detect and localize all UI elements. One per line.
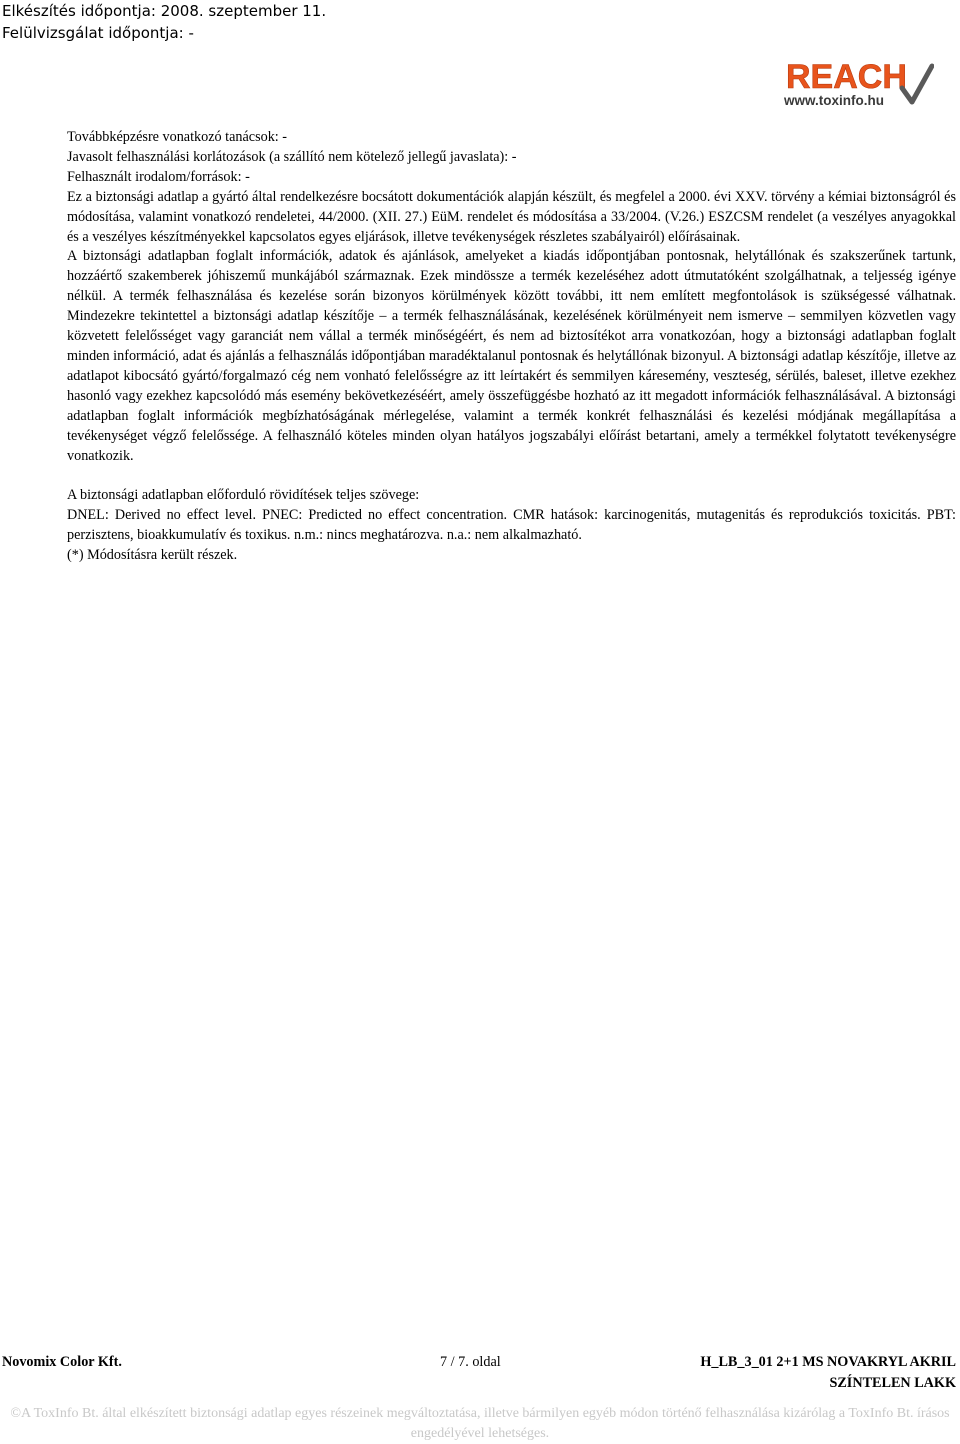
document-header	[2, 0, 326, 44]
disclaimer-paragraph: A biztonsági adatlapban foglalt információk, adatok és ajánlások, amelyeket a kiadás időpontjában pontosnak, helytállónak és szakszerűnek tartunk, hozzáértő szakemberek jóhiszemű munkájából származnak. Ezek mindössze a termék kezeléséhez adott útmutatóként szolgálhatnak, a teljesség igénye nélkül. A termék felhasználása és kezelése során bizonyos körülmények között további, itt nem említett megfontolások is szükségessé válhatnak. Mindezekre tekintettel a biztonsági adatlap készítője – a termék felhasználásának, kezelésének körülményeit nem ismerve – semmilyen közvetlen vagy közvetett felelősséget vagy garanciát nem vállal a termék minőségéért, és nem ad biztosítékot arra vonatkozóan, hogy a biztonsági adatlapban foglalt minden információ, adat és ajánlás a felhasználás időpontjában maradéktalanul pontosnak és helytállónak bizonyul. A biztonsági adatlap készítője, illetve az adatlapot kibocsátó gyártó/forgalmazó cég nem vonható felelősségre az itt leírtakért és semmilyen káresemény, veszteség, sérülés, baleset, illetve ezekhez hasonló vagy ezekhez kapcsolódó más esemény bekövetkezéséért, amely összefüggésbe hozható az itt megadott információk felhasználásával. A biztonsági adatlapban foglalt információk megbízhatóságának mérlegelése, valamint a termék konkrét felhasználási és kezelési módjának megállapítása a tevékenységet végző felelőssége. A felhasználó köteles minden olyan hatályos jogszabályi előírást betartani, amely a termékkel folytatott tevékenységre vonatkozik.	[67, 248, 956, 464]
copyright-notice: ©A ToxInfo Bt. által elkészített biztonsági adatlap egyes részeinek megváltoztatása, illetve bármilyen egyéb módon történő felhasználása kizárólag a ToxInfo Bt. írásos engedélyével lehetséges.	[10, 1406, 950, 1441]
training-advice: Továbbképzésre vonatkozó tanácsok: -	[67, 129, 288, 145]
company-name: Novomix Color Kft.	[2, 1354, 122, 1370]
usage-restrictions: Javasolt felhasználási korlátozások (a szállító nem kötelező jellegű javaslata): -	[67, 148, 517, 165]
reach-logo	[784, 58, 934, 110]
creation-date: Elkészítés időpontja: 2008. szeptember 11.	[2, 2, 327, 20]
reach-logo-graphic	[784, 58, 934, 110]
abbreviations-title: A biztonsági adatlapban előforduló rövidítések teljes szövege:	[67, 487, 420, 504]
document-body	[67, 128, 956, 566]
product-code: H_LB_3_01 2+1 MS NOVAKRYL AKRIL SZÍNTELEN LAKK	[700, 1354, 956, 1391]
spacer	[67, 466, 956, 486]
revision-date: Felülvizsgálat időpontja: -	[2, 24, 194, 42]
compliance-paragraph: Ez a biztonsági adatlap a gyártó által rendelkezésre bocsátott dokumentációk alapján készült, és megfelel a 2000. évi XXV. törvény a kémiai biztonságról és módosítása, valamint vonatkozó rendeletei, 44/2000. (XII. 27.) EüM. rendelet és módosítása a 33/2004. (V.26.) ESZCSM rendelet (a veszélyes anyagokkal és a veszélyes készítményekkel kapcsolatos egyes eljárások, illetve tevékenységek részletes szabályairól) előírásainak.	[67, 188, 956, 245]
page-number: 7 / 7. oldal	[440, 1354, 501, 1370]
modified-note: (*) Módosításra került részek.	[67, 547, 238, 564]
abbreviations-text: DNEL: Derived no effect level. PNEC: Predicted no effect concentration. CMR hatások: karcinogenitás, mutagenitás és reprodukciós toxicitás. PBT: perzisztens, bioakkumulatív és toxikus. n.m.: nincs meghatározva. n.a.: nem alkalmazható.	[67, 507, 956, 544]
logo-url: www.toxinfo.hu	[784, 93, 884, 108]
literature-sources: Felhasznált irodalom/források: -	[67, 168, 250, 185]
logo-title: REACH	[786, 58, 907, 96]
